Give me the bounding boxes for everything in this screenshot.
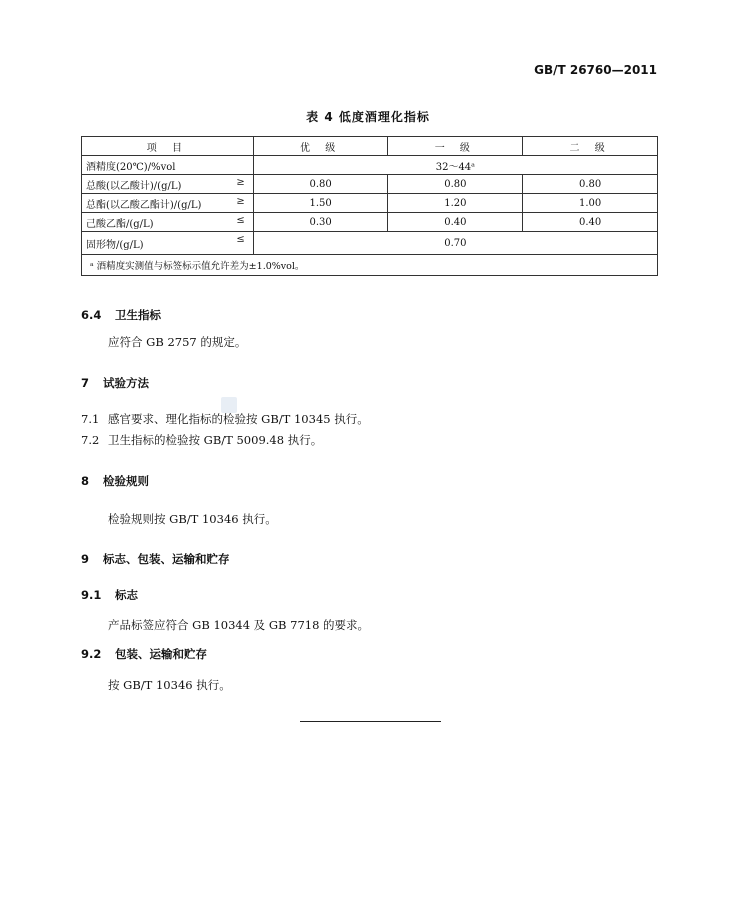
table-row — [82, 213, 658, 232]
header-grade-premium: 优 级 — [253, 137, 388, 156]
row-item-label: 己酸乙酯/(g/L) ≤ — [82, 213, 254, 232]
section-title: 标志 — [115, 588, 138, 602]
section-text: 按 GB/T 10346 执行。 — [108, 678, 231, 692]
section-number: 8 — [81, 474, 90, 488]
clause-7-2 — [81, 432, 322, 448]
comparison-symbol: ≤ — [236, 234, 245, 245]
clause-number: 7.2 — [81, 433, 100, 447]
row-value: 0.40 — [388, 213, 523, 232]
row-value: 0.80 — [388, 175, 523, 194]
standard-number: GB/T 26760—2011 — [534, 63, 657, 77]
clause-text: 感官要求、理化指标的检验按 GB/T 10345 执行。 — [108, 412, 369, 426]
row-value-merged: 0.70 — [253, 232, 657, 255]
table-row — [82, 156, 658, 175]
section-text: 产品标签应符合 GB 10344 及 GB 7718 的要求。 — [108, 618, 370, 632]
header-grade-second: 二 级 — [523, 137, 658, 156]
section-heading-9 — [81, 551, 230, 567]
row-value: 1.20 — [388, 194, 523, 213]
clause-number: 7.1 — [81, 412, 100, 426]
row-value: 0.80 — [523, 175, 658, 194]
section-title: 试验方法 — [103, 376, 149, 390]
section-heading-8 — [81, 473, 149, 489]
row-item-label: 酒精度(20℃)/%vol — [82, 156, 254, 175]
row-value: 0.40 — [523, 213, 658, 232]
table-footnote: ᵃ 酒精度实测值与标签标示值允许差为±1.0%vol。 — [82, 255, 658, 276]
section-heading-6-4 — [81, 307, 161, 323]
end-rule — [300, 721, 441, 722]
section-heading-7 — [81, 375, 149, 391]
section-number: 9.2 — [81, 647, 102, 661]
header-grade-first: 一 级 — [388, 137, 523, 156]
clause-7-1 — [81, 411, 369, 427]
row-item-label: 总酸(以乙酸计)/(g/L) ≥ — [82, 175, 254, 194]
comparison-symbol: ≤ — [236, 215, 245, 226]
row-item-label: 固形物/(g/L) ≤ — [82, 232, 254, 255]
section-title: 包装、运输和贮存 — [115, 647, 207, 661]
comparison-symbol: ≥ — [236, 177, 245, 188]
section-heading-9-2 — [81, 646, 207, 662]
table-row — [82, 232, 658, 255]
comparison-symbol: ≥ — [236, 196, 245, 207]
section-title: 标志、包装、运输和贮存 — [103, 552, 230, 566]
spec-table — [81, 136, 658, 276]
section-text: 检验规则按 GB/T 10346 执行。 — [108, 512, 277, 526]
section-number: 7 — [81, 376, 90, 390]
section-number: 6.4 — [81, 308, 102, 322]
section-title: 卫生指标 — [115, 308, 161, 322]
table-title: 表 4 低度酒理化指标 — [306, 110, 430, 124]
row-value-merged: 32～44ᵃ — [253, 156, 657, 175]
clause-text: 卫生指标的检验按 GB/T 5009.48 执行。 — [108, 433, 323, 447]
section-text: 应符合 GB 2757 的规定。 — [108, 335, 247, 349]
row-value: 0.80 — [253, 175, 388, 194]
row-value: 1.50 — [253, 194, 388, 213]
row-value: 0.30 — [253, 213, 388, 232]
row-item-label: 总酯(以乙酸乙酯计)/(g/L) ≥ — [82, 194, 254, 213]
section-heading-9-1 — [81, 587, 138, 603]
section-number: 9 — [81, 552, 90, 566]
section-number: 9.1 — [81, 588, 102, 602]
section-title: 检验规则 — [103, 474, 149, 488]
table-header-row — [82, 137, 658, 156]
table-row — [82, 194, 658, 213]
row-value: 1.00 — [523, 194, 658, 213]
table-footnote-row — [82, 255, 658, 276]
table-row — [82, 175, 658, 194]
header-item: 项 目 — [82, 137, 254, 156]
